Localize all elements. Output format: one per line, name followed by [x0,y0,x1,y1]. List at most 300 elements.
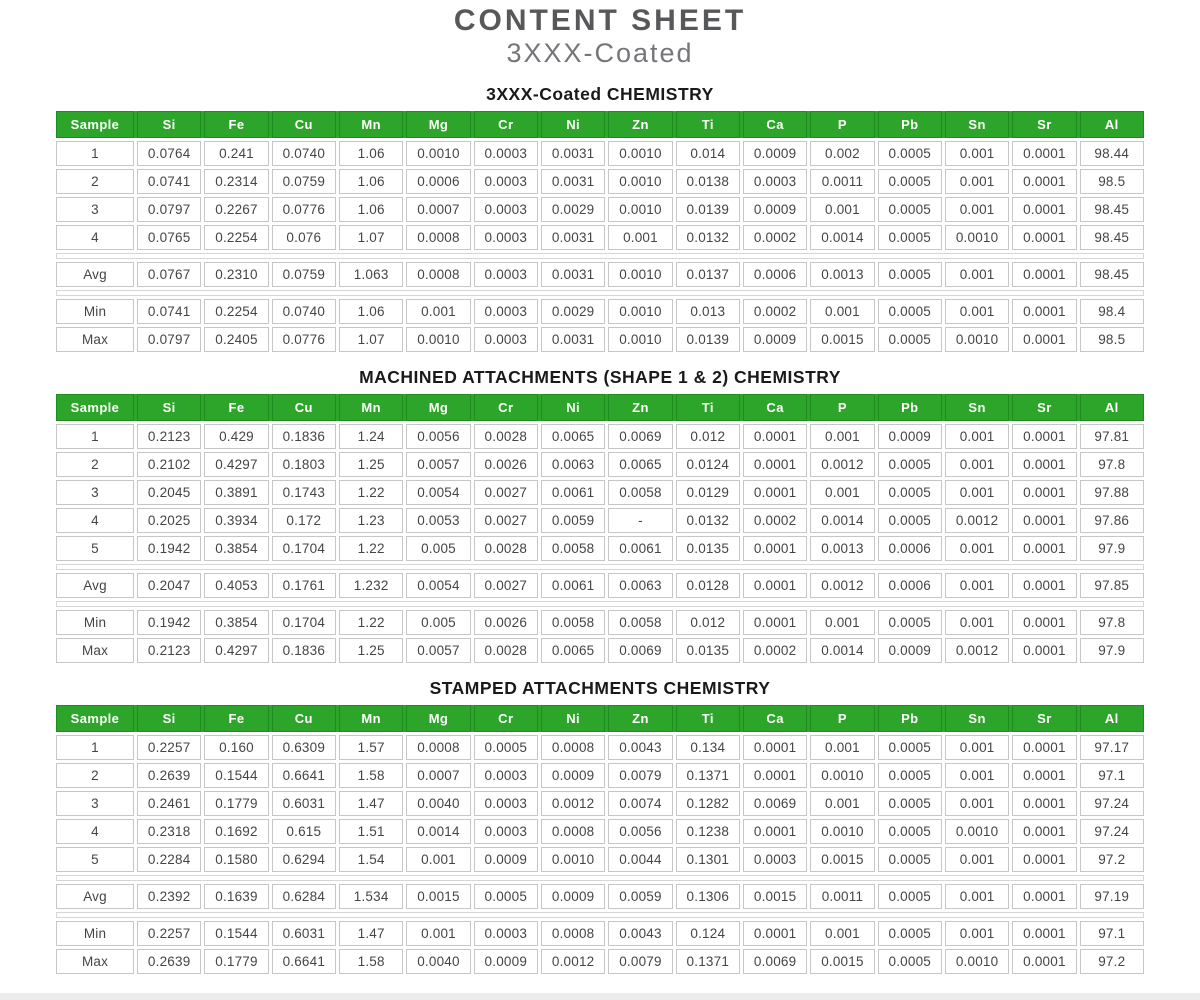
table-cell: 0.2284 [137,847,201,872]
table-cell: 0.001 [810,610,874,635]
table-cell: 0.0005 [878,327,942,352]
section-stamped-attachments-chemistry [0,678,1200,974]
table-cell: 0.0001 [1012,536,1076,561]
table-cell: 0.001 [945,480,1009,505]
table-cell: 4 [56,819,134,844]
table-cell: 0.0010 [406,327,470,352]
table-cell: 0.0027 [474,573,538,598]
table-cell: 0.0013 [810,262,874,287]
table-cell: 0.0741 [137,299,201,324]
header-cell: Mg [406,705,470,732]
table-cell: 0.0776 [272,327,336,352]
table-header-row [56,394,1144,421]
table-cell: 0.0759 [272,262,336,287]
table-cell: 0.2047 [137,573,201,598]
table-cell: Max [56,949,134,974]
table-cell: 0.0065 [541,424,605,449]
table-cell: Max [56,327,134,352]
table-cell: Avg [56,262,134,287]
table-cell: 0.0015 [810,847,874,872]
table-cell: 0.2405 [204,327,268,352]
table-cell: 0.001 [945,452,1009,477]
table-cell: 0.0001 [1012,262,1076,287]
table-cell: 0.1580 [204,847,268,872]
table-row [56,819,1144,844]
table-cell: 0.076 [272,225,336,250]
table-cell: Avg [56,573,134,598]
table-cell: 0.001 [406,847,470,872]
table-cell: 0.0001 [743,763,807,788]
table-cell: 0.002 [810,141,874,166]
table-cell: 0.4297 [204,638,268,663]
table-cell: 97.8 [1080,610,1144,635]
table-cell: 0.0056 [608,819,672,844]
table-cell: 0.0054 [406,573,470,598]
table-cell: 0.0005 [878,610,942,635]
table-cell: 98.45 [1080,197,1144,222]
table-cell: 0.2045 [137,480,201,505]
table-cell: 0.0001 [1012,225,1076,250]
table-cell: Avg [56,884,134,909]
header-cell: Fe [204,705,268,732]
header-cell: Sample [56,111,134,138]
table-cell: 0.0059 [608,884,672,909]
table-cell: 0.0005 [474,735,538,760]
table-cell: 0.0012 [810,573,874,598]
header-cell: Sn [945,705,1009,732]
table-cell: 0.0028 [474,638,538,663]
table-cell: 0.0007 [406,763,470,788]
table-cell: 0.1544 [204,921,268,946]
table-cell: 0.0009 [743,327,807,352]
table-cell: 0.2025 [137,508,201,533]
table-cell: 0.0029 [541,299,605,324]
table-cell: 0.001 [945,610,1009,635]
table-cell: 0.001 [945,763,1009,788]
table-row [56,508,1144,533]
table-cell: 0.001 [810,791,874,816]
table-cell: 0.0061 [541,480,605,505]
table-cell: 0.0079 [608,949,672,974]
table-cell: 1.07 [339,225,403,250]
table-row [56,424,1144,449]
table-cell: 0.2123 [137,638,201,663]
table-cell: 0.0001 [1012,819,1076,844]
table-cell: 0.0074 [608,791,672,816]
table-cell: 0.0003 [474,791,538,816]
table-cell: 0.013 [676,299,740,324]
section-machined-attachments-chemistry [0,367,1200,663]
header-cell: Fe [204,394,268,421]
table-cell: 0.0065 [541,638,605,663]
table-cell: 0.0003 [474,262,538,287]
table-cell: 0.0005 [878,262,942,287]
table-cell: 0.0005 [878,949,942,974]
table-cell: 0.0044 [608,847,672,872]
table-cell: 0.0003 [474,327,538,352]
table-cell: 0.2123 [137,424,201,449]
header-cell: Pb [878,705,942,732]
table-cell: 97.2 [1080,847,1144,872]
table-cell: 0.429 [204,424,268,449]
table-cell: 0.0069 [743,949,807,974]
table-cell: 0.0005 [878,299,942,324]
group-spacer [56,912,1144,918]
header-cell: Cr [474,394,538,421]
table-row [56,921,1144,946]
table-cell: 0.0005 [878,884,942,909]
table-cell: 97.17 [1080,735,1144,760]
table-cell: 0.2310 [204,262,268,287]
header-cell: Cu [272,394,336,421]
table-cell: 0.001 [945,262,1009,287]
table-cell: 0.0005 [878,819,942,844]
header-cell: Sample [56,394,134,421]
table-cell: 0.0040 [406,949,470,974]
table-cell: 0.134 [676,735,740,760]
table-cell: 98.44 [1080,141,1144,166]
table-cell: 0.0063 [541,452,605,477]
section-3xxx-coated-chemistry [0,84,1200,352]
header-cell: Pb [878,394,942,421]
table-cell: 0.0010 [945,225,1009,250]
table-cell: 0.6309 [272,735,336,760]
header-cell: Cr [474,705,538,732]
table-cell: 0.0054 [406,480,470,505]
table-cell: 0.0797 [137,327,201,352]
table-cell: 0.001 [810,921,874,946]
table-cell: 1.47 [339,921,403,946]
table-cell: 0.0010 [608,141,672,166]
header-cell: Pb [878,111,942,138]
group-spacer [56,564,1144,570]
table-cell: 0.0003 [743,169,807,194]
table-cell: 0.0129 [676,480,740,505]
header-cell: Ti [676,111,740,138]
table-row [56,638,1144,663]
table-cell: 0.0014 [406,819,470,844]
table-cell: 0.0002 [743,638,807,663]
chemistry-table-stamped-attachments [56,705,1144,974]
table-cell: 0.0031 [541,169,605,194]
table-cell: 0.0003 [474,921,538,946]
table-cell: 0.1761 [272,573,336,598]
table-cell: 0.0058 [541,536,605,561]
table-cell: 0.0008 [406,225,470,250]
table-cell: 0.0014 [810,638,874,663]
table-cell: 1 [56,735,134,760]
table-cell: 0.0013 [810,536,874,561]
table-cell: 1.22 [339,536,403,561]
table-cell: 0.0014 [810,508,874,533]
table-cell: 1.06 [339,169,403,194]
table-cell: 0.0003 [474,169,538,194]
table-cell: Min [56,921,134,946]
table-cell: 0.005 [406,610,470,635]
header-cell: Sr [1012,705,1076,732]
table-cell: 0.001 [406,921,470,946]
header-cell: Si [137,394,201,421]
table-cell: 0.172 [272,508,336,533]
table-cell: 0.0012 [945,508,1009,533]
header-cell: Cr [474,111,538,138]
header-cell: Si [137,705,201,732]
header-cell: Sr [1012,111,1076,138]
table-cell: 0.0003 [474,763,538,788]
table-cell: Min [56,299,134,324]
table-cell: 0.0001 [743,536,807,561]
table-row [56,884,1144,909]
table-cell: 0.001 [945,884,1009,909]
table-row [56,573,1144,598]
header-cell: Mn [339,394,403,421]
table-cell: 0.1692 [204,819,268,844]
table-cell: 0.2102 [137,452,201,477]
table-cell: 0.0043 [608,735,672,760]
table-cell: 0.0001 [1012,735,1076,760]
table-row [56,763,1144,788]
table-cell: 0.0138 [676,169,740,194]
table-cell: 0.0001 [1012,847,1076,872]
table-cell: 0.0005 [878,735,942,760]
header-cell: P [810,394,874,421]
table-cell: 0.0001 [1012,638,1076,663]
table-cell: 0.1803 [272,452,336,477]
header-cell: Sn [945,111,1009,138]
group-spacer [56,290,1144,296]
table-cell: 97.85 [1080,573,1144,598]
table-cell: 0.1371 [676,763,740,788]
table-cell: 0.001 [810,480,874,505]
table-cell: Min [56,610,134,635]
table-row [56,791,1144,816]
table-cell: 0.0058 [608,610,672,635]
table-cell: 0.2318 [137,819,201,844]
table-cell: 0.0740 [272,299,336,324]
table-cell: 5 [56,847,134,872]
table-cell: 0.2257 [137,921,201,946]
table-cell: 0.0003 [743,847,807,872]
table-cell: 0.0001 [743,921,807,946]
table-cell: 1.06 [339,197,403,222]
table-cell: 97.81 [1080,424,1144,449]
section-title-stamped-attachments: STAMPED ATTACHMENTS CHEMISTRY [429,678,771,698]
table-cell: 0.0137 [676,262,740,287]
table-cell: 0.0010 [945,949,1009,974]
table-cell: 97.9 [1080,536,1144,561]
table-cell: 0.0002 [743,225,807,250]
page-bottom-edge [0,993,1200,1000]
table-cell: 0.0010 [608,327,672,352]
table-cell: 0.1779 [204,791,268,816]
table-cell: 0.0002 [743,299,807,324]
table-cell: 98.5 [1080,327,1144,352]
table-cell: 0.0001 [1012,141,1076,166]
table-cell: 0.0007 [406,197,470,222]
header-cell: Cu [272,111,336,138]
table-row [56,169,1144,194]
table-cell: 4 [56,225,134,250]
table-cell: 0.001 [945,141,1009,166]
table-cell: 0.001 [945,735,1009,760]
table-row [56,225,1144,250]
table-cell: 0.2267 [204,197,268,222]
header-cell: Ni [541,111,605,138]
table-cell: 0.012 [676,610,740,635]
table-cell: 0.0001 [743,735,807,760]
table-cell: 0.0001 [743,819,807,844]
table-cell: 0.2461 [137,791,201,816]
table-cell: 0.6031 [272,791,336,816]
table-cell: 0.0061 [608,536,672,561]
table-cell: 0.1779 [204,949,268,974]
table-cell: 0.001 [810,424,874,449]
table-cell: 97.86 [1080,508,1144,533]
table-cell: 0.1371 [676,949,740,974]
header-cell: Si [137,111,201,138]
table-cell: 0.001 [945,299,1009,324]
table-cell: 0.012 [676,424,740,449]
table-cell: 1.58 [339,763,403,788]
table-cell: 0.0028 [474,424,538,449]
header-cell: Ca [743,705,807,732]
table-cell: 0.0027 [474,508,538,533]
table-cell: 0.0010 [810,763,874,788]
table-header-row [56,705,1144,732]
table-cell: 0.0139 [676,197,740,222]
table-cell: 0.0006 [743,262,807,287]
table-row [56,735,1144,760]
table-row [56,480,1144,505]
table-cell: 98.5 [1080,169,1144,194]
table-cell: 1.51 [339,819,403,844]
table-cell: 0.0005 [878,197,942,222]
table-cell: 0.0001 [1012,921,1076,946]
table-cell: 0.001 [945,197,1009,222]
table-cell: 0.2639 [137,949,201,974]
table-cell: 0.0009 [474,949,538,974]
header-cell: Sr [1012,394,1076,421]
header-cell: Sample [56,705,134,732]
table-cell: 0.1704 [272,536,336,561]
table-cell: 0.0069 [608,638,672,663]
table-cell: 0.0015 [810,327,874,352]
table-cell: 0.001 [608,225,672,250]
table-cell: 0.014 [676,141,740,166]
table-cell: 0.0009 [743,197,807,222]
table-cell: 0.0001 [743,573,807,598]
header-cell: Cu [272,705,336,732]
table-cell: 0.0010 [608,299,672,324]
table-cell: 98.45 [1080,262,1144,287]
table-cell: 0.0012 [945,638,1009,663]
table-cell: 98.4 [1080,299,1144,324]
table-row [56,141,1144,166]
table-cell: 0.0056 [406,424,470,449]
table-cell: 0.6641 [272,763,336,788]
table-cell: 0.0005 [474,884,538,909]
header-cell: Mg [406,111,470,138]
table-cell: 0.0059 [541,508,605,533]
table-row [56,847,1144,872]
table-cell: 0.001 [945,921,1009,946]
table-cell: 0.0012 [810,452,874,477]
table-cell: 0.0010 [608,169,672,194]
table-cell: Max [56,638,134,663]
header-cell: Ca [743,111,807,138]
table-cell: 0.6284 [272,884,336,909]
table-cell: 0.1639 [204,884,268,909]
table-cell: 0.0002 [743,508,807,533]
table-cell: 0.001 [945,791,1009,816]
table-cell: 0.0008 [406,262,470,287]
table-cell: 0.0001 [1012,327,1076,352]
header-cell: Mg [406,394,470,421]
table-cell: 0.124 [676,921,740,946]
table-cell: 0.0003 [474,197,538,222]
table-cell: 0.0001 [1012,763,1076,788]
table-cell: 0.001 [945,424,1009,449]
table-cell: 0.001 [945,536,1009,561]
table-row [56,299,1144,324]
table-row [56,536,1144,561]
table-cell: 0.0001 [1012,480,1076,505]
table-cell: 0.4053 [204,573,268,598]
header-cell: Ti [676,394,740,421]
table-cell: 0.0001 [1012,791,1076,816]
group-spacer [56,601,1144,607]
table-cell: 1 [56,141,134,166]
table-cell: 0.001 [945,573,1009,598]
table-cell: 0.1743 [272,480,336,505]
table-cell: 0.0010 [608,197,672,222]
table-cell: 0.0008 [541,735,605,760]
table-cell: 97.9 [1080,638,1144,663]
table-cell: 97.19 [1080,884,1144,909]
header-cell: Sn [945,394,1009,421]
table-row [56,262,1144,287]
table-cell: 98.45 [1080,225,1144,250]
table-cell: 0.0124 [676,452,740,477]
table-cell: 0.001 [810,197,874,222]
table-cell: 0.2392 [137,884,201,909]
table-cell: 1.534 [339,884,403,909]
table-cell: 1.54 [339,847,403,872]
header-cell: Ni [541,394,605,421]
table-cell: 0.0003 [474,819,538,844]
table-cell: 0.1306 [676,884,740,909]
table-cell: 0.3934 [204,508,268,533]
table-cell: 0.001 [945,847,1009,872]
header-cell: P [810,705,874,732]
table-cell: 1.063 [339,262,403,287]
table-cell: 0.1282 [676,791,740,816]
table-cell: 0.0765 [137,225,201,250]
table-cell: 0.0797 [137,197,201,222]
table-cell: 0.0001 [1012,424,1076,449]
table-cell: 0.0012 [541,791,605,816]
table-cell: 0.0009 [474,847,538,872]
table-cell: 0.2254 [204,225,268,250]
table-cell: 0.0053 [406,508,470,533]
table-cell: 0.0009 [878,424,942,449]
table-cell: 0.1836 [272,638,336,663]
table-cell: 0.0043 [608,921,672,946]
header-cell: Zn [608,394,672,421]
table-cell: 0.0001 [1012,949,1076,974]
header-cell: Mn [339,705,403,732]
table-cell: 0.0065 [608,452,672,477]
